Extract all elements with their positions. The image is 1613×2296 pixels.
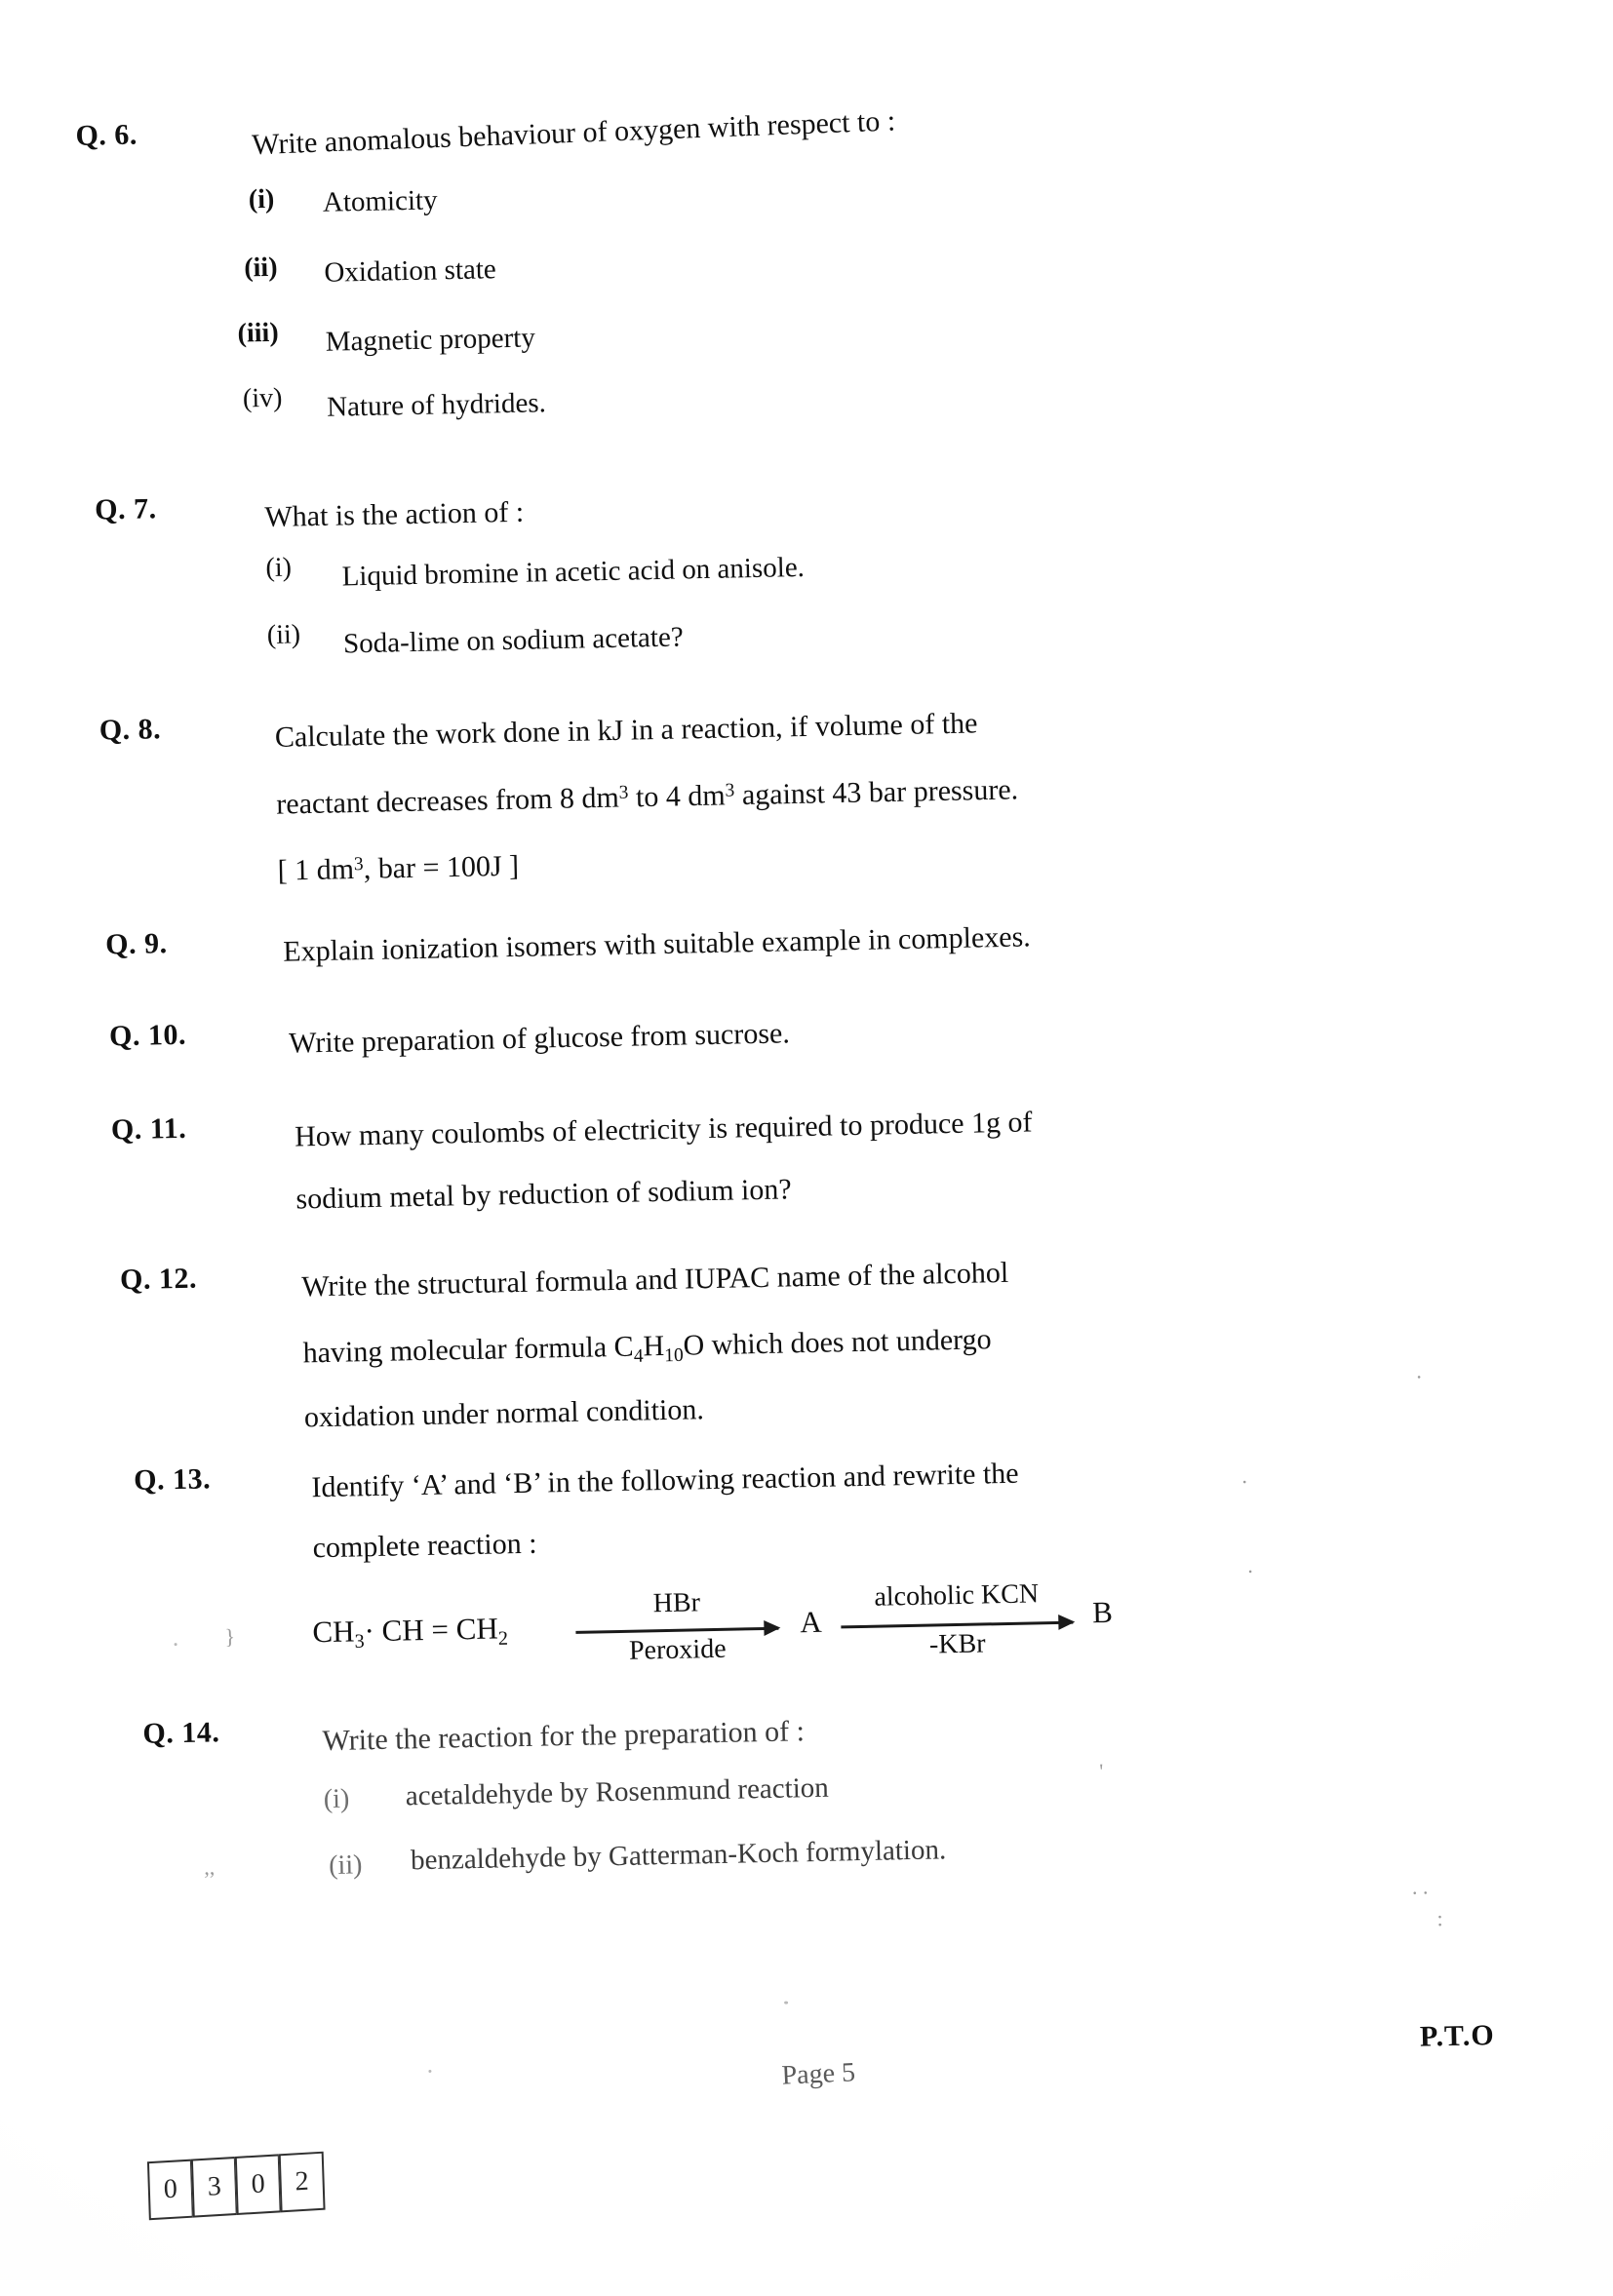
question-text-12-line2	[302, 1310, 992, 1392]
stray-mark-left: ,,	[203, 1854, 216, 1880]
reactant-ch-sub: 3	[354, 1630, 365, 1653]
reaction-arrow-2-below: -KBr	[928, 1628, 986, 1660]
q12-line2-part-a: having molecular formula C	[302, 1330, 634, 1370]
reaction-scheme-q13	[224, 1571, 1270, 1685]
question-text-8-line3	[277, 833, 520, 901]
subpart-text-14-ii: benzaldehyde by Gatterman-Koch formylation.	[410, 1834, 947, 1877]
q8-line3-part-b: , bar = 100J ]	[363, 849, 520, 885]
q12-line2-part-c: O which does not undergo	[683, 1323, 992, 1362]
question-text-11-line1: How many coulombs of electricity is required to produce 1g of	[294, 1106, 1033, 1153]
reaction-arrow-1-below: Peroxide	[628, 1633, 727, 1666]
reaction-intermediate-a: A	[799, 1604, 823, 1640]
turn-over-note: P.T.O	[1419, 2019, 1495, 2053]
stray-mark-upper-right: .	[1246, 1552, 1253, 1578]
question-text-12-line3: oxidation under normal condition.	[303, 1393, 705, 1434]
stray-mark-lower-right: . .	[1411, 1874, 1429, 1899]
q12-sub-2: 10	[664, 1344, 684, 1367]
reaction-product-b: B	[1091, 1594, 1114, 1630]
question-number-10: Q. 10.	[108, 1018, 187, 1053]
subpart-label-7-i: (i)	[265, 552, 293, 584]
question-text-14: Write the reaction for the preparation of :	[322, 1715, 806, 1758]
subpart-label-14-i: (i)	[323, 1783, 350, 1815]
q12-sub-1: 4	[633, 1345, 644, 1367]
q8-line2-part-b: to 4 dm	[628, 779, 726, 814]
reaction-arrow-2-above: alcoholic KCN	[874, 1578, 1040, 1613]
question-text-7: What is the action of :	[264, 495, 525, 534]
q8-sup-3: 3	[353, 854, 364, 876]
question-text-10: Write preparation of glucose from sucrose.	[288, 1017, 791, 1060]
subpart-label-7-ii: (ii)	[266, 619, 301, 651]
subpart-text-6-iv: Nature of hydrides.	[326, 387, 547, 423]
code-digit-2: 3	[191, 2157, 237, 2218]
code-digit-4: 2	[279, 2152, 326, 2213]
question-number-12: Q. 12.	[119, 1262, 198, 1297]
question-number-11: Q. 11.	[110, 1111, 187, 1147]
subpart-label-6-iv: (iv)	[242, 382, 283, 414]
question-number-9: Q. 9.	[104, 927, 168, 961]
stray-mark-q13: .	[1241, 1463, 1248, 1489]
reaction-arrow-1-above: HBr	[652, 1587, 701, 1619]
question-number-14: Q. 14.	[142, 1716, 220, 1750]
question-text-8-line1: Calculate the work done in kJ in a reaction, if volume of the	[274, 707, 978, 754]
question-text-11-line2: sodium metal by reduction of sodium ion?	[295, 1173, 792, 1216]
subpart-label-14-ii: (ii)	[328, 1849, 363, 1882]
code-digit-1: 0	[147, 2160, 193, 2221]
scan-speck-3	[175, 1643, 177, 1646]
subpart-text-6-ii: Oxidation state	[324, 253, 497, 289]
question-text-13-line2: complete reaction :	[312, 1527, 537, 1565]
question-text-13-line1: Identify ‘A’ and ‘B’ in the following reaction and rewrite the	[311, 1457, 1019, 1504]
question-text-6: Write anomalous behaviour of oxygen with respect to :	[251, 104, 896, 162]
question-number-7: Q. 7.	[94, 492, 157, 526]
q8-line3-part-a: [ 1 dm	[277, 853, 355, 887]
stray-mark-right: '	[1099, 1759, 1104, 1784]
subpart-text-14-i: acetaldehyde by Rosenmund reaction	[405, 1771, 830, 1812]
code-digit-3: 0	[235, 2154, 281, 2215]
q8-line2-part-a: reactant decreases from 8 dm	[275, 781, 620, 821]
scan-speck-1	[428, 2070, 431, 2073]
subpart-label-6-i: (i)	[248, 183, 275, 215]
scan-speck-2	[784, 2002, 788, 2004]
question-number-6: Q. 6.	[75, 118, 138, 152]
question-number-8: Q. 8.	[98, 713, 162, 747]
q8-sup-1: 3	[618, 782, 629, 803]
q8-line2-part-c: against 43 bar pressure.	[734, 773, 1019, 812]
q8-sup-2: 3	[725, 780, 735, 801]
reaction-reactant	[312, 1611, 508, 1654]
subpart-text-7-ii: Soda-lime on sodium acetate?	[342, 621, 684, 660]
reactant-ch: CH	[312, 1614, 355, 1650]
stray-mark-scheme: }	[224, 1623, 236, 1650]
q12-line2-part-b: H	[643, 1329, 665, 1363]
stray-mark-lower-right-2: :	[1436, 1906, 1443, 1931]
question-text-12-line1: Write the structural formula and IUPAC name of the alcohol	[300, 1256, 1009, 1304]
subpart-label-6-ii: (ii)	[243, 252, 278, 284]
paper-code-box	[147, 2152, 326, 2221]
question-text-9: Explain ionization isomers with suitable example in complexes.	[283, 920, 1032, 968]
subpart-text-7-i: Liquid bromine in acetic acid on anisole.	[341, 551, 806, 593]
subpart-text-6-i: Atomicity	[322, 184, 438, 218]
page-number-footer: Page 5	[780, 2057, 856, 2091]
question-number-13: Q. 13.	[133, 1462, 212, 1497]
stray-mark-mid-right: .	[1415, 1358, 1422, 1383]
subpart-label-6-iii: (iii)	[237, 317, 279, 349]
subpart-text-6-iii: Magnetic property	[325, 322, 536, 358]
reactant-mid: · CH = CH	[364, 1611, 499, 1649]
reactant-ch2-sub: 2	[497, 1627, 509, 1650]
